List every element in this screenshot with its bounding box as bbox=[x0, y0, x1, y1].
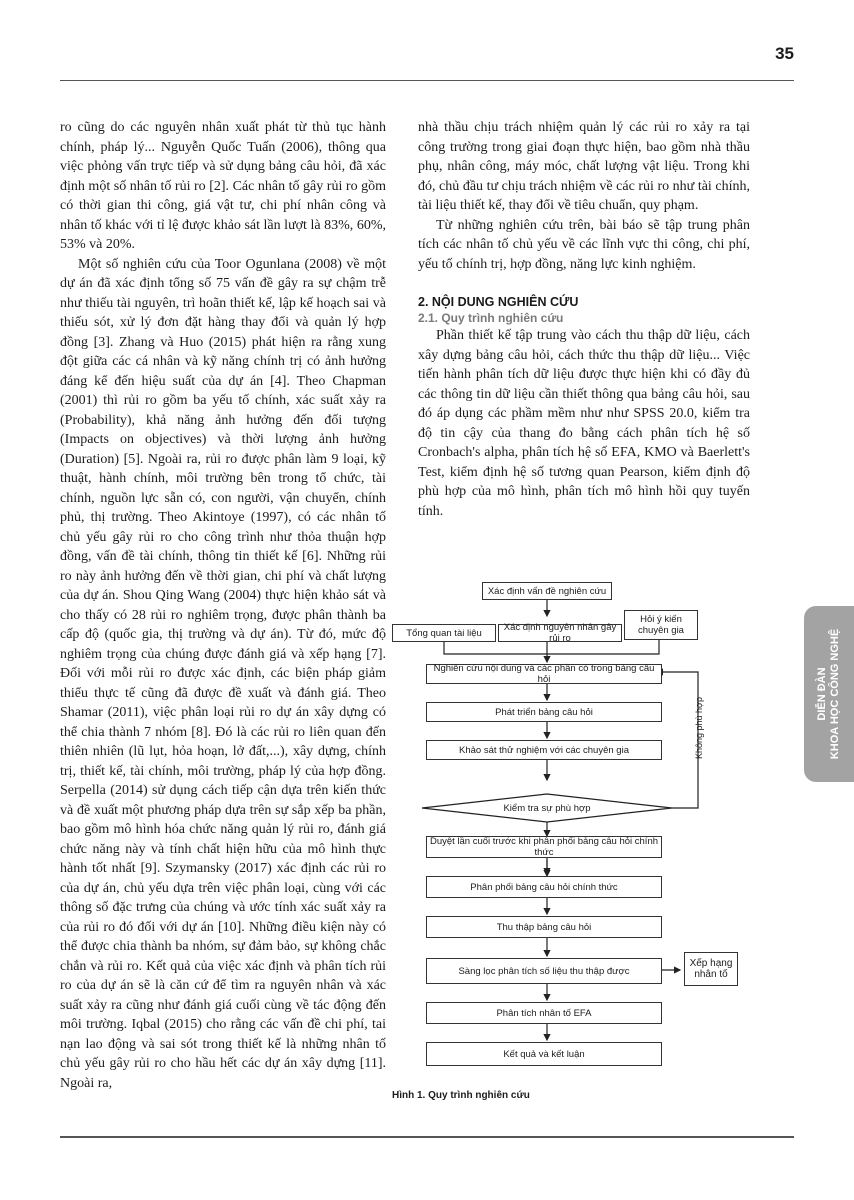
step-identify-problem: Xác định vấn đề nghiên cứu bbox=[482, 582, 612, 600]
left-column bbox=[60, 118, 386, 1093]
connector-line bbox=[657, 672, 698, 808]
step-causes: Xác định nguyên nhân gây rủi ro bbox=[498, 624, 622, 642]
paragraph: ro cũng do các nguyên nhân xuất phát từ thủ tục hành chính, pháp lý... Nguyễn Quốc Tuấn (2006), thông qua việc phỏng vấn trực tiếp và sử dụng bảng câu hỏi, đã xác định một số nhân tố rủi ro [2]. Các nhân tố gây rủi ro gồm có thời gian thi công, giá vật tư, chi phí nhân công và nhân tố khác với tỉ lệ được khảo sát lần lượt là 83%, 60%, 53% và 20%. bbox=[60, 120, 386, 252]
research-flowchart-lower bbox=[392, 834, 762, 1084]
paragraph: nhà thầu chịu trách nhiệm quản lý các rủi ro xảy ra tại công trường trong giai đoạn thực hiện, bao gồm nhà thầu phụ, nhân công, máy móc, chất lượng vật liệu. Trong khi đó, chủ đầu tư chịu trách nhiệm về các rủi ro như tài chính, tài liệu thiết kế, thay đổi về tiêu chuẩn, quy phạm. bbox=[418, 120, 750, 213]
step-literature: Tổng quan tài liệu bbox=[392, 624, 496, 642]
step-screen: Sàng lọc phân tích số liệu thu thập được bbox=[426, 958, 662, 984]
header-rule bbox=[60, 80, 794, 81]
side-tab bbox=[804, 606, 854, 782]
side-tab-label bbox=[816, 609, 842, 779]
step-content: Nghiên cứu nội dung và các phần có trong bảng câu hỏi bbox=[426, 664, 662, 684]
step-efa: Phân tích nhân tố EFA bbox=[426, 1002, 662, 1024]
paragraph: Một số nghiên cứu của Toor Ogunlana (2008) về một dự án đã xác định tổng số 75 vấn đề gây ra sự chậm trễ như thiếu tài nguyên, trì hoãn thiết kế, lập kế hoạch sai và thiếu sót, xử lý đơn đặt hàng thay đổi và quản lý hợp đồng [3]. Zhang và Huo (2015) phát hiện ra rằng xung đột giữa các cá nhân và kỹ năng chính trị có ảnh hưởng đáng kể đến hiệu suất của dự án [4]. Theo Chapman (2001) thì rủi ro gồm ba yếu tố chính, xác suất xảy ra (Probability), khả năng ảnh hưởng đến đối tượng (Impacts on objectives) và thời lượng ảnh hưởng (Duration) [5]. Ngoài ra, rủi ro được phân làm 9 loại, kỹ thuật, hành chính, môi trường bên trong tổ chức, tài chính, nguồn lực sẵn có, con người, vận chuyển, chính phủ, thị trường. Theo Akintoye (1997), có các nhân tố chủ yếu gây rủi ro cho công trình như thỏa thuận hợp đồng, vấn đề tài chính, thông tin thiết kế [6]. Những rủi ro này ảnh hưởng đến về thời gian, chi phí và chất lượng của dự án. Shou Qing Wang (2004) thực hiện khảo sát và cho thấy có 28 rủi ro nghiêm trọng, được phân thành ba cấp độ (quốc gia, thị trường và dự án). Từ đó, mức độ nghiêm trọng của chúng được đánh giá và xếp hạng [7]. Đối với mỗi rủi ro được xác định, các biện pháp giảm thiểu thực tế cũng đã được đề xuất và đánh giá. Theo Shamar (2011), việc phân loại rủi ro dự án xây dựng có thể chia thành 7 nhóm [8]. Đó là các rủi ro liên quan đến thiên nhiên (lũ lụt, hỏa hoạn, lở đất,...), xây dựng, chính trị, thiết kế, tài chính, môi trường, pháp lý của hợp đồng. Serpella (2014) sử dụng cách tiếp cận dựa trên kiến thức và đề xuất một phương pháp dựa trên sự sắp xếp ba phần, bao gồm mô hình hóa chức năng quản lý rủi ro, đánh giá chức năng này và tính chất hiện hữu của mô hình thực hành tốt nhất [9]. Szymansky (2017) xác định các rủi ro của dự án, chủ yếu dựa trên việc phân loại, cùng với các thông số đặc trưng của chúng và ước tính xác suất xảy ra của rủi ro đó đối với dự án [10]. Những điều kiện này có thể được chia thành ba nhóm, sự đảm bảo, sự không chắc chắn và rủi ro. Kết quả của việc xác định và phân tích rủi ro của dự án sẽ là căn cứ để tìm ra nguyên nhân và xác suất xảy ra cũng như đánh giá cuối cùng về tác động đến môi trường. Iqbal (2015) cho rằng các vấn đề chi phí, tai nạn lao động và sai sót trong thiết kế là những nhân tố chủ yếu gây rủi ro cho hầu hết các dự án xây dựng [11]. Ngoài ra, bbox=[60, 256, 386, 1091]
paragraph: Phần thiết kế tập trung vào cách thu thập dữ liệu, cách xây dựng bảng câu hỏi, cách thức thu thập dữ liệu... Việc tiến hành phân tích dữ liệu được thực hiện khi có đầy đủ các thông tin dữ liệu cần thiết thông qua bảng câu hỏi, sau đó áp dụng các phầm mềm như như SPSS 20.0, kiểm tra độ tin cậy của thang đo bằng cách phân tích hệ số Cronbach's alpha, phân tích hệ số EFA, KMO và Baerlett's Test, kiểm định hệ số tương quan Pearson, kiểm định độ phù hợp của mô hình, phân tích mô hình hồi quy tuyến tính. bbox=[418, 328, 750, 519]
paragraph: Từ những nghiên cứu trên, bài báo sẽ tập trung phân tích các nhân tố chủ yếu về các lĩnh vực thi công, chi phí, yếu tố chính trị, hợp đồng, năng lực kinh nghiệm. bbox=[418, 217, 750, 272]
step-results: Kết quả và kết luận bbox=[426, 1042, 662, 1066]
subsection-heading: 2.1. Quy trình nghiên cứu bbox=[418, 311, 564, 325]
loop-not-fit-label: Không phù hợp bbox=[694, 697, 704, 759]
figure-caption: Hình 1. Quy trình nghiên cứu bbox=[392, 1090, 530, 1101]
step-develop: Phát triển bảng câu hỏi bbox=[426, 702, 662, 722]
step-rank: Xếp hạng nhân tố bbox=[684, 952, 738, 986]
side-tab-line: KHOA HỌC CÔNG NGHỆ bbox=[829, 628, 841, 760]
decision-fit-label: Kiểm tra sự phù hợp bbox=[503, 802, 591, 814]
step-distribute: Phân phối bảng câu hỏi chính thức bbox=[426, 876, 662, 898]
footer-rule bbox=[60, 1136, 794, 1138]
page-number: 35 bbox=[775, 44, 794, 63]
step-pilot: Khảo sát thử nghiệm với các chuyên gia bbox=[426, 740, 662, 760]
step-collect: Thu thập bảng câu hỏi bbox=[426, 916, 662, 938]
side-tab-line: DIỄN ĐÀN bbox=[816, 667, 828, 721]
step-expert: Hỏi ý kiến chuyên gia bbox=[624, 610, 698, 640]
section-heading: 2. NỘI DUNG NGHIÊN CỨU bbox=[418, 295, 579, 309]
step-final-review: Duyệt lần cuối trước khi phân phối bảng câu hỏi chính thức bbox=[426, 836, 662, 858]
right-column bbox=[418, 118, 750, 521]
